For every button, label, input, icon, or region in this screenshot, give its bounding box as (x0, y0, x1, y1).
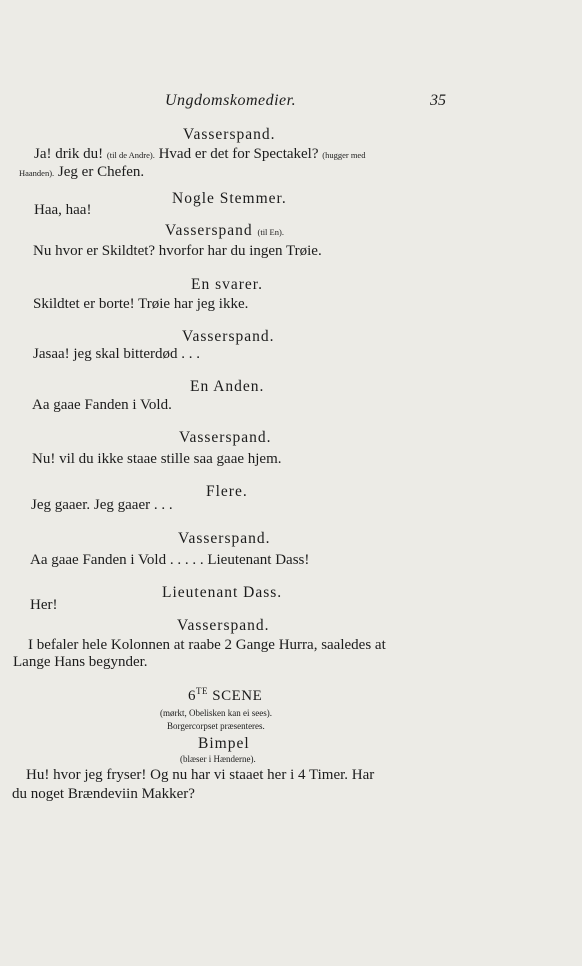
stage-direction: Haanden). (19, 168, 55, 178)
stage-direction: (til En). (257, 227, 284, 237)
scene-heading (188, 686, 262, 705)
speaker-name: En Anden. (190, 378, 265, 395)
dialogue-line: Her! (30, 597, 58, 613)
speaker-name: Lieutenant Dass. (162, 584, 283, 601)
speaker-name: Nogle Stemmer. (172, 190, 287, 207)
dialogue-text: Jeg er Chefen. (57, 164, 145, 180)
scene-ordinal-suffix: TE (196, 686, 208, 696)
dialogue-line: I befaler hele Kolonnen at raabe 2 Gange Hurra, saaledes at (28, 637, 386, 653)
stage-note: Borgercorpset præsenteres. (167, 721, 265, 731)
stage-note: (mørkt, Obelisken kan ei sees). (160, 708, 272, 718)
speaker-name (165, 222, 284, 240)
dialogue-line: Aa gaae Fanden i Vold . . . . . Lieutenant Dass! (30, 552, 310, 568)
running-header-title: Ungdomskomedier. (165, 92, 297, 109)
scene-word: SCENE (212, 688, 263, 704)
dialogue-line: Nu hvor er Skildtet? hvorfor har du ingen Trøie. (33, 243, 322, 259)
dialogue-line: Jasaa! jeg skal bitterdød . . . (33, 346, 201, 362)
dialogue-text: Hvad er det for Spectakel? (158, 146, 319, 162)
dialogue-line: Lange Hans begynder. (13, 654, 148, 670)
dialogue-line: Nu! vil du ikke staae stille saa gaae hjem. (32, 451, 282, 467)
dialogue-line (34, 146, 365, 163)
dialogue-line: Hu! hvor jeg fryser! Og nu har vi staaet her i 4 Timer. Har (26, 767, 375, 783)
dialogue-line (19, 164, 144, 181)
stage-direction: (blæser i Hænderne). (180, 754, 256, 764)
page-number: 35 (430, 92, 446, 109)
speaker-name: En svarer. (191, 276, 263, 293)
dialogue-line: Aa gaae Fanden i Vold. (32, 397, 172, 413)
speaker-text: Vasserspand (165, 222, 253, 239)
stage-direction: (til de Andre). (106, 150, 155, 160)
dialogue-line: Haa, haa! (34, 202, 92, 218)
speaker-name: Vasserspand. (177, 617, 270, 634)
dialogue-line: du noget Brændeviin Makker? (12, 786, 195, 802)
dialogue-line: Jeg gaaer. Jeg gaaer . . . (31, 497, 173, 513)
speaker-name: Flere. (206, 483, 248, 500)
speaker-name: Vasserspand. (179, 429, 272, 446)
speaker-name: Bimpel (198, 735, 250, 752)
speaker-name: Vasserspand. (182, 328, 275, 345)
stage-direction: (hugger med (322, 150, 366, 160)
scene-number: 6 (188, 688, 196, 704)
dialogue-line: Skildtet er borte! Trøie har jeg ikke. (33, 296, 249, 312)
speaker-name: Vasserspand. (178, 530, 271, 547)
dialogue-text: Ja! drik du! (34, 146, 104, 162)
speaker-name: Vasserspand. (183, 126, 276, 143)
